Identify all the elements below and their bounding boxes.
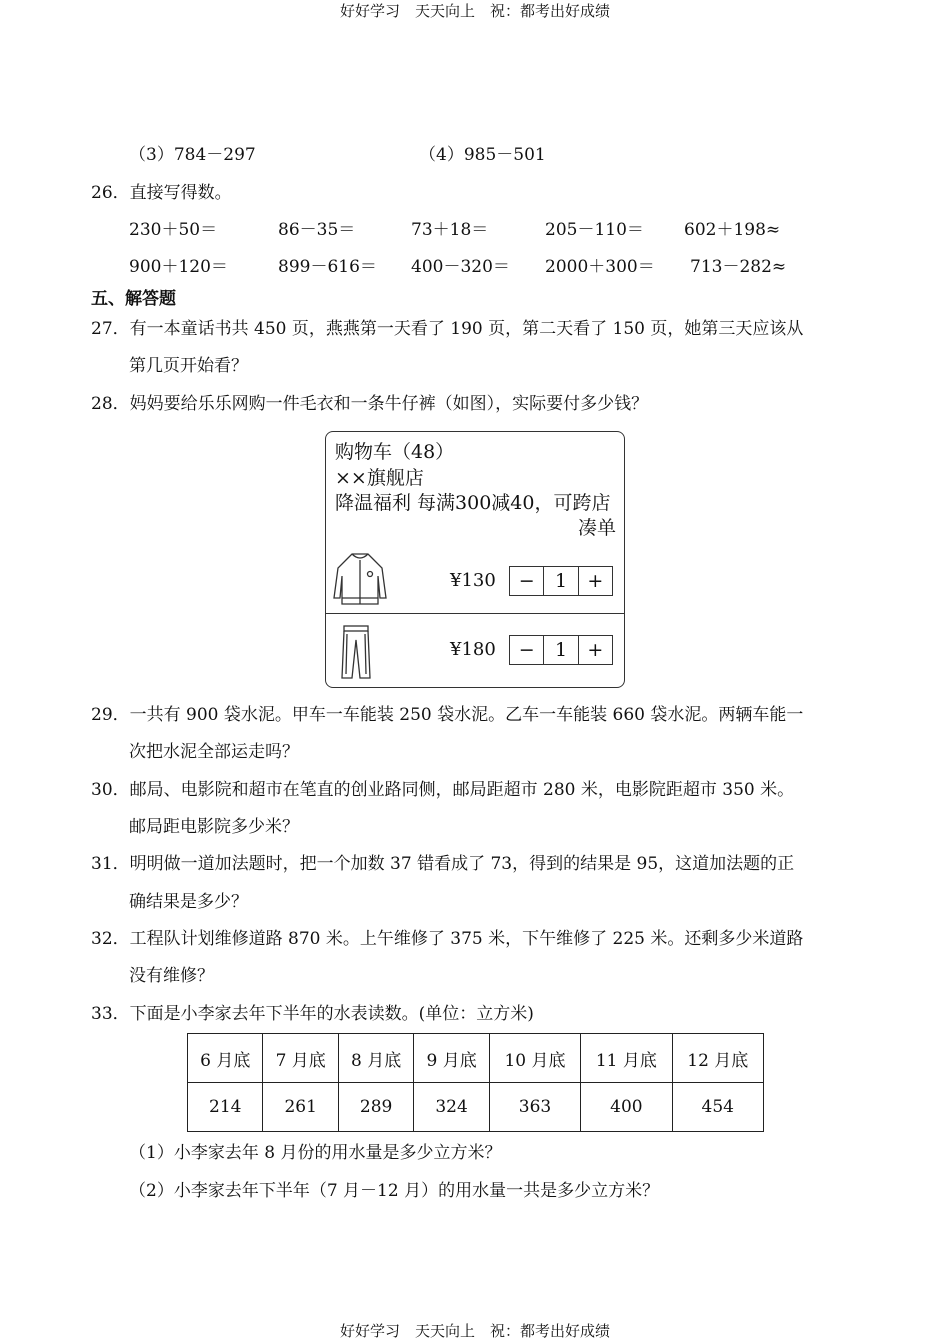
cart-title: 购物车（48） — [335, 441, 455, 463]
table-cell: 363 — [489, 1083, 580, 1132]
q26-r2-c5: 713－282≈ — [690, 257, 787, 277]
q26-r1-c5: 602＋198≈ — [684, 220, 781, 240]
q27-line2: 第几页开始看？ — [129, 356, 248, 376]
table-cell: 214 — [188, 1083, 263, 1132]
q30-line1: 30．邮局、电影院和超市在笔直的创业路同侧，邮局距超市 280 米，电影院距超市 350 米。 — [91, 780, 795, 800]
q26-r2-c1: 900＋120＝ — [129, 257, 228, 277]
section-title: 五、解答题 — [91, 289, 176, 309]
q26-r1-c2: 86－35＝ — [278, 220, 356, 240]
q26-r2-c2: 899－616＝ — [278, 257, 377, 277]
table-cell: 454 — [672, 1083, 763, 1132]
table-header-cell: 6 月底 — [188, 1034, 263, 1083]
q26-r2-c4: 2000＋300＝ — [545, 257, 655, 277]
table-header-cell: 10 月底 — [489, 1034, 580, 1083]
q30-line2: 邮局距电影院多少米？ — [129, 817, 299, 837]
q32-line1: 32．工程队计划维修道路 870 米。上午维修了 375 米，下午维修了 225 米。还剩多少米道路 — [91, 929, 804, 949]
q31-line1: 31．明明做一道加法题时，把一个加数 37 错看成了 73，得到的结果是 95，这道加法题的正 — [91, 854, 795, 874]
q26-title: 26．直接写得数。 — [91, 183, 232, 203]
item2-price: ¥180 — [450, 639, 496, 660]
item2-plus: + — [578, 636, 612, 664]
cart-promo-line1: 降温福利 每满300减40，可跨店 — [335, 492, 611, 514]
cart-divider — [326, 613, 624, 614]
table-header-cell: 11 月底 — [581, 1034, 672, 1083]
q26-r2-c3: 400－320＝ — [411, 257, 510, 277]
table-header-cell: 7 月底 — [263, 1034, 338, 1083]
table-header-cell: 12 月底 — [672, 1034, 763, 1083]
item1-minus: − — [518, 570, 535, 592]
table-cell: 400 — [581, 1083, 672, 1132]
q29-line1: 29．一共有 900 袋水泥。甲车一车能装 250 袋水泥。乙车一车能装 660 袋水泥。两辆车能一 — [91, 705, 804, 725]
table-header-row — [188, 1034, 764, 1083]
shopping-cart-figure — [325, 431, 625, 688]
q25-item-3: （3）784－297 — [129, 145, 256, 165]
item2-minus: − — [518, 639, 535, 661]
q32-line2: 没有维修？ — [129, 966, 214, 986]
jacket-icon — [332, 550, 388, 608]
item1-price: ¥130 — [450, 570, 496, 591]
item1-quantity-stepper — [509, 566, 613, 596]
q33-sub2: （2）小李家去年下半年（7 月－12 月）的用水量一共是多少立方米？ — [129, 1181, 660, 1201]
item1-plus: + — [578, 567, 612, 595]
table-header-cell: 8 月底 — [338, 1034, 413, 1083]
q27-line1: 27．有一本童话书共 450 页，燕燕第一天看了 190 页，第二天看了 150 页，她第三天应该从 — [91, 319, 804, 339]
item1-quantity: 1 — [543, 567, 577, 595]
table-cell: 324 — [414, 1083, 489, 1132]
table-cell: 289 — [338, 1083, 413, 1132]
table-header-cell: 9 月底 — [414, 1034, 489, 1083]
table-row — [188, 1083, 764, 1132]
page-header: 好好学习 天天向上 祝：都考出好成绩 — [339, 2, 610, 20]
pants-icon — [340, 624, 372, 680]
cart-store: ××旗舰店 — [335, 467, 424, 489]
q29-line2: 次把水泥全部运走吗？ — [129, 742, 299, 762]
q25-item-4: （4）985－501 — [419, 145, 546, 165]
table-cell: 261 — [263, 1083, 338, 1132]
q33-line1: 33．下面是小李家去年下半年的水表读数。(单位：立方米) — [91, 1004, 534, 1024]
q26-r1-c4: 205－110＝ — [545, 220, 644, 240]
q31-line2: 确结果是多少？ — [129, 892, 248, 912]
cart-promo-line2: 凑单 — [577, 517, 616, 539]
q26-r1-c1: 230＋50＝ — [129, 220, 218, 240]
item2-quantity: 1 — [543, 636, 577, 664]
water-meter-table — [187, 1033, 764, 1132]
page-footer: 好好学习 天天向上 祝：都考出好成绩 — [339, 1322, 610, 1340]
q28-line1: 28．妈妈要给乐乐网购一件毛衣和一条牛仔裤（如图），实际要付多少钱？ — [91, 394, 649, 414]
q26-r1-c3: 73＋18＝ — [411, 220, 489, 240]
item2-quantity-stepper — [509, 635, 613, 665]
q33-sub1: （1）小李家去年 8 月份的用水量是多少立方米？ — [129, 1143, 502, 1163]
